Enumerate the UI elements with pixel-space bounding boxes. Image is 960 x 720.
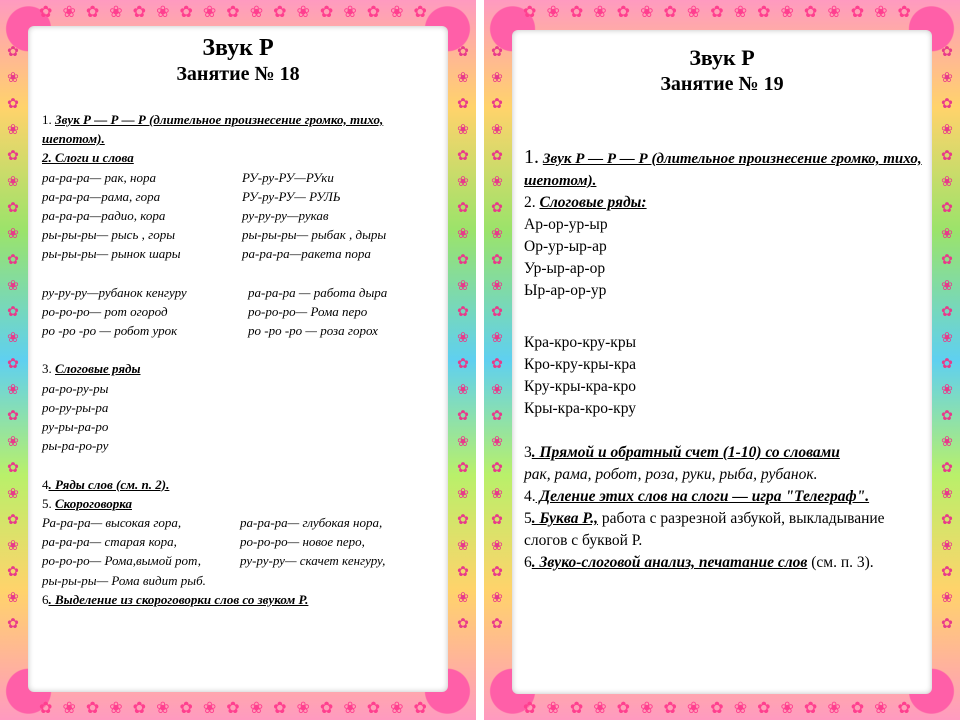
item-3-heading: 3. Прямой и обратный счет (1-10) со словами	[524, 444, 840, 461]
list-item: ру-ру-ру—рубанок кенгуру ра-ра-ра — работа дыра	[42, 284, 388, 300]
list-item: ры-ра-ро-ру	[42, 438, 109, 454]
list-item: ра-ра-ра— рак, нора РУ-ру-РУ—РУки	[42, 169, 334, 185]
list-item: ру-ры-ра-ро	[42, 419, 109, 435]
lesson-body	[42, 110, 442, 609]
list-item: ры-ры-ры— Рома видит рыб.	[42, 572, 206, 588]
list-item: ра-ро-ру-ры	[42, 380, 109, 396]
list-item: ра-ра-ра—рама, гора РУ-ру-РУ— РУЛЬ	[42, 188, 341, 204]
list-item: Кры-кра-кро-кру	[524, 400, 637, 417]
list-item: Кру-кры-кра-кро	[524, 378, 637, 395]
flower-icon: ✿❀✿❀✿❀✿❀✿❀✿❀✿❀✿❀✿	[39, 700, 437, 717]
list-item: ро -ро -ро — робот урок ро -ро -ро — роза горох	[42, 323, 378, 339]
lesson-subtitle: Занятие № 18	[176, 63, 300, 85]
item-5-heading: 5. Скороговорка	[42, 495, 132, 511]
item-1: 1. Звук Р — Р — Р (длительное произнесение громко, тихо, шепотом).	[42, 112, 384, 147]
list-item: ры-ры-ры— рысь , горы ры-ры-ры— рыбак , дыры	[42, 227, 387, 243]
item-2-heading: 2. Слоговые ряды:	[524, 194, 647, 211]
item-3-words: рак, рама, робот, роза, руки, рыба, рубанок.	[524, 466, 818, 483]
list-item: Ыр-ар-ор-ур	[524, 282, 607, 299]
item-4: 4. Деление этих слов на слоги — игра "Телеграф".	[524, 488, 870, 505]
lesson-title: Звук Р	[689, 45, 755, 70]
item-6: 6. Выделение из скороговорки слов со звуком Р.	[42, 591, 309, 607]
flower-icon: ✿❀✿❀✿❀✿❀✿❀✿❀✿❀✿❀✿❀✿❀✿❀✿	[457, 45, 469, 632]
flower-icon: ✿❀✿❀✿❀✿❀✿❀✿❀✿❀✿❀✿	[523, 4, 921, 21]
item-2-heading: 2. Слоги и слова	[42, 150, 134, 166]
lesson-body	[524, 146, 924, 574]
flower-icon: ✿❀✿❀✿❀✿❀✿❀✿❀✿❀✿❀✿❀✿❀✿❀✿	[491, 45, 503, 632]
item-6: 6. Звуко-слоговой анализ, печатание слов (см. п. 3).	[524, 554, 874, 571]
lesson-card-18	[0, 0, 476, 720]
lesson-subtitle: Занятие № 19	[660, 73, 784, 95]
item-4: 4. Ряды слов (см. п. 2).	[42, 476, 170, 492]
lesson-page	[512, 30, 932, 694]
flower-icon: ✿❀✿❀✿❀✿❀✿❀✿❀✿❀✿❀✿❀✿❀✿❀✿	[7, 45, 19, 632]
list-item: Ур-ыр-ар-ор	[524, 260, 606, 277]
lesson-title: Звук Р	[202, 35, 274, 61]
list-item: ро-ро-ро— Рома,вымой рот, ру-ру-ру— скачет кенгуру,	[42, 553, 386, 569]
item-3-heading: 3. Слоговые ряды	[42, 361, 141, 377]
list-item: Кра-кро-кру-кры	[524, 334, 637, 351]
item-5: 5. Буква Р., работа с разрезной азбукой, выкладывание слогов с буквой Р.	[524, 510, 885, 549]
list-item: Кро-кру-кры-кра	[524, 356, 637, 373]
list-item: Ар-ор-ур-ыр	[524, 216, 608, 233]
lesson-card-19	[484, 0, 960, 720]
list-item: ро-ру-ры-ра	[42, 399, 109, 415]
list-item: ры-ры-ры— рынок шары ра-ра-ра—ракета пора	[42, 246, 371, 262]
flower-icon: ✿❀✿❀✿❀✿❀✿❀✿❀✿❀✿❀✿	[523, 700, 921, 717]
flower-icon: ✿❀✿❀✿❀✿❀✿❀✿❀✿❀✿❀✿❀✿❀✿❀✿	[941, 45, 953, 632]
list-item: ра-ра-ра—радио, кора ру-ру-ру—рукав	[42, 207, 329, 223]
list-item: ро-ро-ро— рот огород ро-ро-ро— Рома перо	[42, 303, 368, 319]
lesson-page	[28, 26, 448, 692]
flower-icon: ✿❀✿❀✿❀✿❀✿❀✿❀✿❀✿❀✿	[39, 4, 437, 21]
list-item: Ра-ра-ра— высокая гора, ра-ра-ра— глубокая нора,	[42, 514, 383, 530]
list-item: ра-ра-ра— старая кора, ро-ро-ро— новое перо,	[42, 534, 365, 550]
item-1: 1. Звук Р — Р — Р (длительное произнесение громко, тихо, шепотом).	[524, 146, 922, 189]
list-item: Ор-ур-ыр-ар	[524, 238, 607, 255]
